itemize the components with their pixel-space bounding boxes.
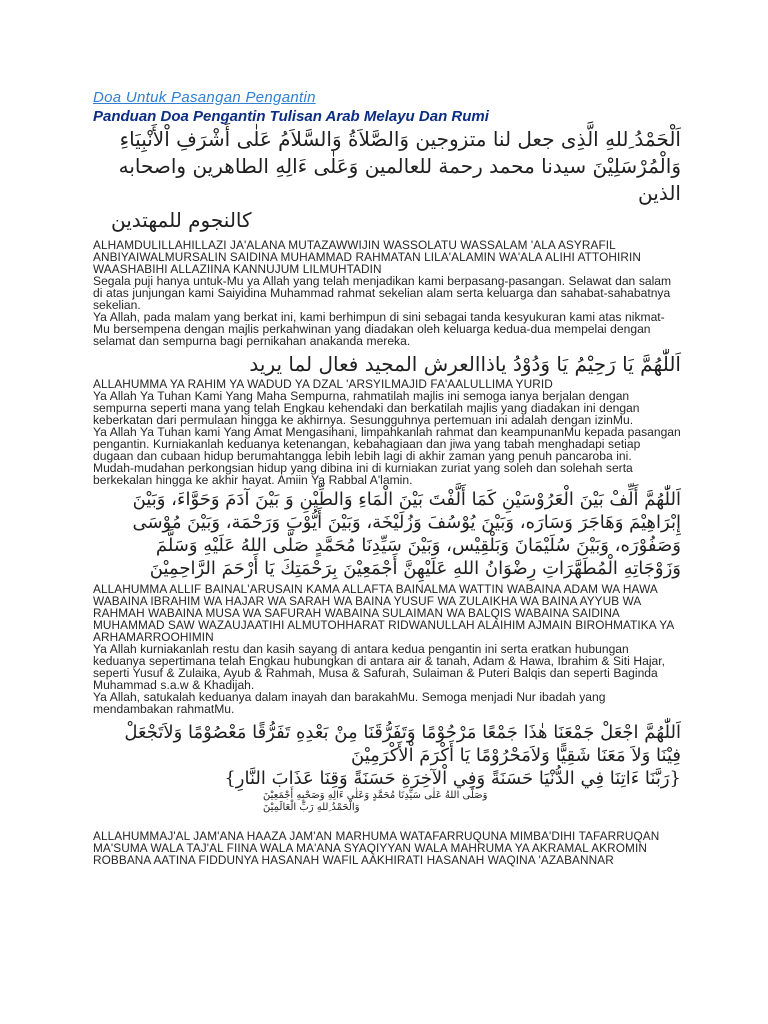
translation-3a: Ya Allah kurniakanlah restu dan kasih sayang di antara kedua pengantin ini serta eratkan hubungan keduanya sepertimana telah Engkau hubungkan di antara air & tanah, Adam & Hawa, Ibrahim & Siti Hajar, seperti Yusuf & Zulaika, Ayub & Rahmah, Musa & Safurah, Sulaiman & Puteri Balqis dan seperti Baginda Muhammad s.a.w & Khadijah. xyxy=(93,642,665,692)
arabic-text-1-line-3: كالنجوم للمهتدين xyxy=(111,208,252,232)
translation-1b: Ya Allah, pada malam yang berkat ini, kami berhimpun di sini sebagai tanda kesyukuran kami atas nikmat-Mu bersempena dengan majlis perkahwinan yang diadakan oleh keluarga kedua-dua mempelai dengan selamat dan sempurna bagi pernikahan anakanda mereka. xyxy=(93,310,665,348)
arabic-text-3-line-4: وَزَوْجَاتِهِ الْمُطَهَّرَاتِ رِضْوَانُ اللهِ عَلَيْهِنَّ أَجْمَعِيْنَ بِرَحْمَتِكَ يَا أَرْحَمَ الرَّاحِمِيْنَ xyxy=(149,558,681,579)
document-subtitle: Panduan Doa Pengantin Tulisan Arab Melayu Dan Rumi xyxy=(93,108,489,125)
translation-2a: Ya Allah Ya Tuhan Kami Yang Maha Sempurna, rahmatilah majlis ini semoga ianya berjalan dengan sempurna seperti mana yang telah Engkau kehendaki dan berkatilah majlis yang diadakan ini dengan keberkatan dari permulaan hingga ke akhirnya. Sesungguhnya pertemuan ini adalah dengan izinMu. xyxy=(93,389,640,427)
latin-transliteration-4b: ROBBANA AATINA FIDDUNYA HASANAH WAFIL AAKHIRATI HASANAH WAQINA 'AZABANNAR xyxy=(93,853,614,867)
translation-2c: Mudah-mudahan perkongsian hidup yang dibina ini di kurniakan zuriat yang soleh dan solehah serta berkekalan hingga ke akhir hayat. Amiin Ya Rabbal A'lamin. xyxy=(93,461,633,487)
arabic-text-1-line-2: وَالْمُرْسَلِيْنَ سيدنا محمد رحمة للعالمين وَعَلٰى ءَالِهِ الطاهرين واصحابه الذين xyxy=(118,154,681,205)
arabic-text-3-line-2: إِبْرَاهِيْمَ وَهَاجَرَ وَسَارَه، وَبَيْنَ يُوْسُفَ وَزُلَيْخَة، وَبَيْنَ أَيُّوْبَ وَرَحْمَة، وَبَيْنَ مُوْسَى xyxy=(132,512,681,533)
arabic-text-4-line-1: اَللّٰهُمَّ اجْعَلْ جَمْعَنَا هٰذَا جَمْعًا مَرْحُوْمًا وَتَفَرُّقَنَا مِنْ بَعْدِهِ تَفَرُّقًا مَعْصُوْمًا وَلاَتَجْعَلْ xyxy=(124,722,681,743)
arabic-closing-hamd: وَالْحَمْدُ ِللهِ رَبِّ الْعَالَمِيْنَ xyxy=(263,802,360,813)
translation-2b: Ya Allah Ya Tuhan kami Yang Amat Mengasihani, limpahkanlah rahmat dan keampunanMu kepada pasangan pengantin. Kurniakanlah keduanya ketenangan, kebahagiaan dan jiwa yang tabah menghadapi setiap dugaan dan cubaan hidup berumahtangga lebih lebih lagi di akhir zaman yang penuh pancaroba ini. xyxy=(93,425,681,463)
arabic-text-3-line-1: اَللّٰهُمَّ أَلِّفْ بَيْنَ الْعَرُوْسَيْنِ كَمَا أَلَّفْتَ بَيْنَ الْمَاءِ وَالطِّيْنِ وَ بَيْنَ آدَمَ وَحَوَّاءَ، وَبَيْنَ xyxy=(132,489,681,510)
arabic-text-3-line-3: وَصَفُوْرَه، وَبَيْنَ سُلَيْمَانَ وَبَلْقِيْس، وَبَيْنَ سَيِّدِنَا مُحَمَّدٍ صَلَّى اللهُ عَلَيْهِ وَسَلَّمَ xyxy=(155,535,681,556)
doa-title-link[interactable]: Doa Untuk Pasangan Pengantin xyxy=(93,89,316,106)
document-page xyxy=(93,88,681,866)
translation-3b: Ya Allah, satukalah keduanya dalam inayah dan barakahMu. Semoga menjadi Nur ibadah yang mendambakan rahmatMu. xyxy=(93,690,606,716)
arabic-closing-salawat: وَصَلَّى اللهُ عَلٰى سَيِّدِنَا مُحَمَّدٍ وَعَلٰى ءَالِهِ وَصَحْبِهِ أَجْمَعِيْنَ xyxy=(263,790,488,801)
arabic-text-1-line-1: اَلْحَمْدُ ِللهِ الَّذِى جعل لنا متزوجين وَالصَّلاَةُ وَالسَّلاَمُ عَلٰى أَشْرَفِ اْلأَنْبِيَاءِ xyxy=(119,127,681,151)
translation-1a: Segala puji hanya untuk-Mu ya Allah yang telah menjadikan kami berpasang-pasangan. Selawat dan salam di atas junjungan kami Saiyidina Muhammad rahmat sekelian alam serta keluarga dan sahabat-sahabatnya sekelian. xyxy=(93,274,672,312)
latin-transliteration-3: ALLAHUMMA ALLIF BAINAL'ARUSAIN KAMA ALLAFTA BAINALMA WATTIN WABAINA ADAM WA HAWA WABAINA IBRAHIM WA HAJAR WA SARAH WA BAINA YUSUF WA ZULAIKHA WA BAINA AYYUB WA RAHMAH WABAINA MUSA WA SAFURAH WABAINA SULAIMAN WA BALQIS WABAINA SAIDINA MUHAMMAD SAW WAZAUJAATIHI ALMUTOHHARAT RIDWANULLAH ALAIHIM AJMAIN BIROHMATIKA YA ARHAMARROOHIMIN xyxy=(93,582,674,644)
arabic-text-2: اَللّٰهُمَّ يَا رَحِيْمُ يَا وَدُوْدُ ياذاالعرش المجيد فعال لما يريد xyxy=(249,352,681,376)
arabic-text-4-line-3: {رَبَّنَا ءَاتِنَا فِي الدُّنْيَا حَسَنَةً وَفِي اْلآخِرَةِ حَسَنَةً وَقِنَا عَذَابَ النَّارِ} xyxy=(224,768,681,789)
latin-transliteration-1: ALHAMDULILLAHILLAZI JA'ALANA MUTAZAWWIJIN WASSOLATU WASSALAM 'ALA ASYRAFIL ANBIYAIWALMURSALIN SAIDINA MUHAMMAD RAHMATAN LILA'ALAMIN WA'ALA ALIHI ATTOHIRIN WAASHABIHI ALLAZIINA KANNUJUM LILMUHTADIN xyxy=(93,238,641,276)
latin-transliteration-4: ALLAHUMMAJ'AL JAM'ANA HAAZA JAM'AN MARHUMA WATAFARRUQUNA MIMBA'DIHI TAFARRUQAN MA'SUMA WALA TAJ'AL FIINA WALA MA'ANA SYAQIYYAN WALA MAHRUMA YA AKRAMAL AKROMIN xyxy=(93,829,660,855)
latin-transliteration-2: ALLAHUMMA YA RAHIM YA WADUD YA DZAL 'ARSYILMAJID FA'AALULLIMA YURID xyxy=(93,377,553,391)
arabic-text-4-line-2: فِيْنَا وَلاَ مَعَنَا شَقِيًّا وَلاَمَحْرُوْمًا يَا أَكْرَمَ اْلأَكْرَمِيْنَ xyxy=(351,745,681,766)
